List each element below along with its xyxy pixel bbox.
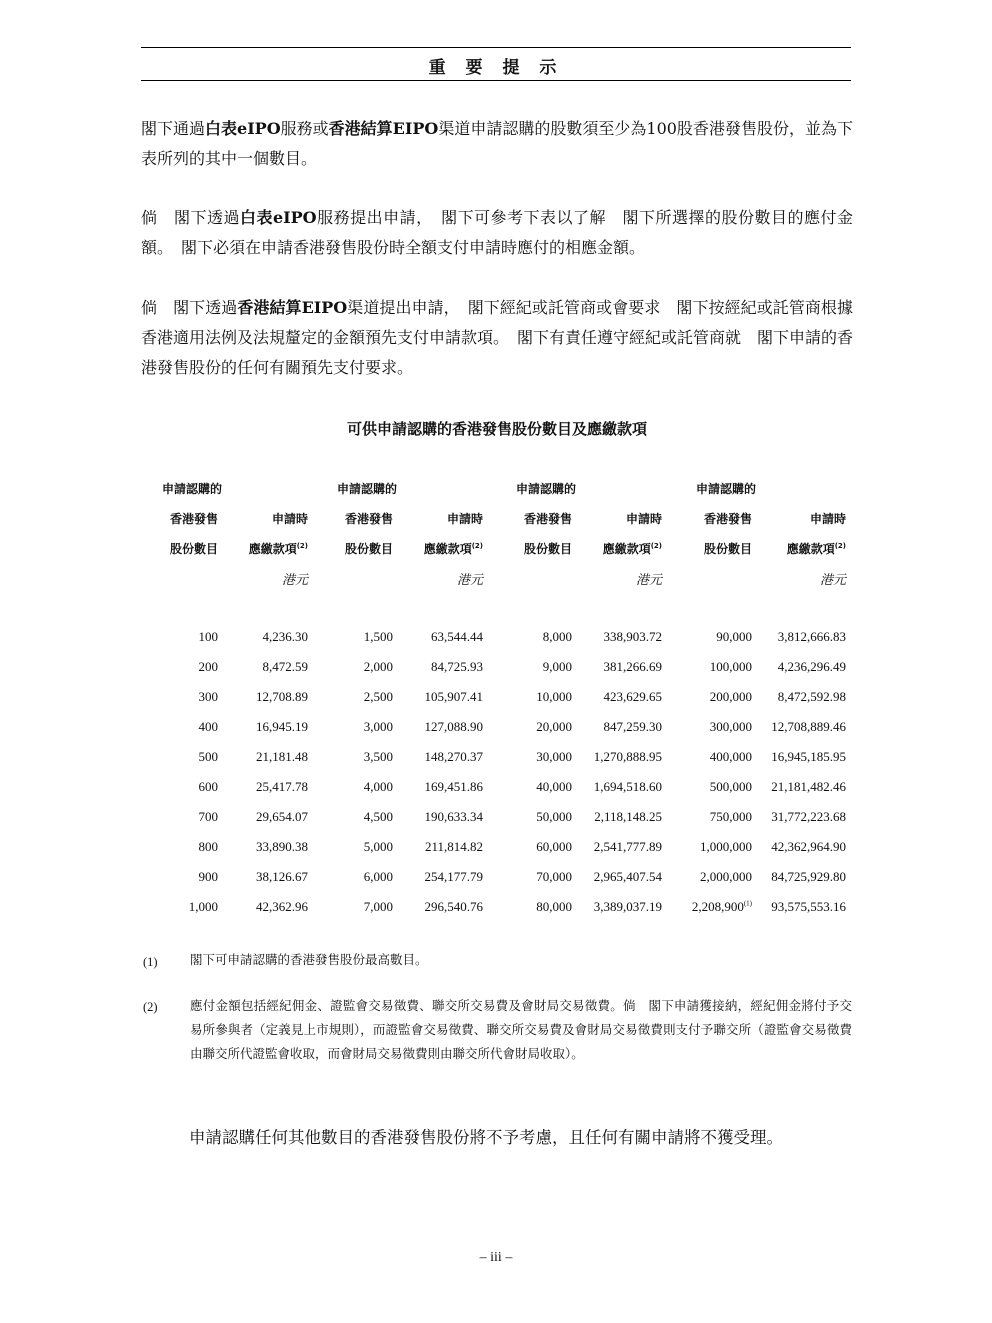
header-shares-line: 香港發售 (523, 512, 572, 526)
amount-cell: 8,472,592.98 (777, 689, 846, 704)
header-amount-line (249, 540, 308, 557)
header-amount-line: 申請時 (271, 512, 308, 526)
header-amount-line (787, 540, 846, 557)
paragraph-3 (141, 293, 853, 383)
header-amount-line (603, 540, 662, 557)
header-amount-line: 申請時 (809, 512, 846, 526)
header-amount-label: 應繳款項 (602, 542, 651, 556)
header-amount-label: 應繳款項 (423, 542, 472, 556)
header-amount-label: 應繳款項 (786, 542, 835, 556)
share-count-cell: 2,500 (363, 689, 393, 704)
share-count-cell: 20,000 (536, 719, 572, 734)
share-count-cell: 80,000 (536, 899, 572, 914)
amount-cell: 4,236,296.49 (777, 659, 846, 674)
share-count-cell: 100 (198, 629, 218, 644)
header-shares-line: 股份數目 (703, 542, 752, 556)
header-shares-line: 申請認購的 (695, 482, 756, 496)
footnote-ref: (2) (471, 542, 483, 550)
share-count-cell: 90,000 (716, 629, 752, 644)
p1-bold-hkscc: 香港結算EIPO (328, 119, 439, 138)
share-count-cell: 1,000 (188, 899, 218, 914)
share-count-cell: 1,000,000 (700, 839, 752, 854)
share-count-cell: 400 (198, 719, 218, 734)
p1-text-d: 渠道申請認購的股數須至少為100股香港發售股份，並為下表所列的其中一個數目。 (141, 119, 853, 168)
share-count-cell: 6,000 (363, 869, 393, 884)
share-count-cell (692, 899, 752, 915)
note-1-text: 閣下可申請認購的香港發售股份最高數目。 (190, 952, 428, 967)
currency-unit: 港元 (456, 573, 483, 588)
amount-cell: 423,629.65 (603, 689, 662, 704)
share-count-cell: 600 (198, 779, 218, 794)
amount-cell: 847,259.30 (603, 719, 662, 734)
p1-bold-white-form: 白表eIPO (205, 119, 281, 138)
currency-unit: 港元 (281, 573, 308, 588)
amount-cell: 105,907.41 (424, 689, 483, 704)
share-count-cell: 4,500 (363, 809, 393, 824)
header-shares-line: 申請認購的 (515, 482, 576, 496)
share-count-cell: 200,000 (709, 689, 752, 704)
amount-cell: 3,812,666.83 (777, 629, 846, 644)
note-2-text: 應付金額包括經紀佣金、證監會交易徵費、聯交所交易費及會財局交易徵費。倘 閣下申請獲接納，經紀佣金將付予交易所參與者（定義見上市規則），而證監會交易徵費、聯交所交易費及會財局交易徵費則支付予聯交所（證監會交易徵費由聯交所代證監會收取，而會財局交易徵費則由聯交所代會財局收取）。 (190, 998, 852, 1061)
amount-cell: 93,575,553.16 (771, 899, 846, 914)
amount-cell: 16,945,185.95 (771, 749, 846, 764)
amount-cell: 254,177.79 (424, 869, 483, 884)
p1-text-a: 閣下通過 (141, 119, 206, 138)
amount-cell: 38,126.67 (256, 869, 308, 884)
amount-cell: 29,654.07 (256, 809, 308, 824)
amount-cell: 2,118,148.25 (594, 809, 662, 824)
footnote-ref: (1) (743, 899, 752, 908)
header-amount-label: 應繳款項 (248, 542, 297, 556)
share-count-value: 2,208,900 (691, 899, 744, 914)
share-count-cell: 100,000 (709, 659, 752, 674)
p2-bold-white-form: 白表eIPO (239, 208, 317, 227)
share-count-cell: 900 (198, 869, 218, 884)
share-count-cell: 2,000 (363, 659, 393, 674)
share-count-cell: 30,000 (536, 749, 572, 764)
share-count-cell: 400,000 (709, 749, 752, 764)
amount-cell: 190,633.34 (424, 809, 483, 824)
share-count-cell: 40,000 (536, 779, 572, 794)
note-2-number: (2) (143, 1000, 158, 1014)
share-count-cell: 10,000 (536, 689, 572, 704)
share-count-cell: 9,000 (542, 659, 572, 674)
footnote-ref: (2) (296, 542, 308, 550)
share-count-cell: 2,000,000 (700, 869, 752, 884)
table-title: 可供申請認購的香港發售股份數目及應繳款項 (346, 420, 647, 438)
share-count-cell: 3,000 (363, 719, 393, 734)
header-amount-line: 申請時 (446, 512, 483, 526)
amount-cell: 2,965,407.54 (593, 869, 662, 884)
share-count-cell: 1,500 (363, 629, 393, 644)
currency-unit: 港元 (635, 573, 662, 588)
p3-text-a: 倘 閣下透過 (141, 298, 238, 317)
p2-text-c: 服務提出申請， 閣下可參考下表以了解 閣下所選擇的股份數目的應付金額。 閣下必須在申請香港發售股份時全額支付申請時應付的相應金額。 (141, 208, 853, 257)
share-count-cell: 50,000 (536, 809, 572, 824)
share-count-cell: 60,000 (536, 839, 572, 854)
amount-cell: 31,772,223.68 (771, 809, 846, 824)
final-statement: 申請認購任何其他數目的香港發售股份將不予考慮，且任何有關申請將不獲受理。 (189, 1128, 783, 1147)
share-count-cell: 500 (198, 749, 218, 764)
amount-cell: 3,389,037.19 (593, 899, 662, 914)
amount-cell: 381,266.69 (603, 659, 662, 674)
amount-cell: 8,472.59 (262, 659, 308, 674)
header-shares-line: 香港發售 (344, 512, 393, 526)
paragraph-1 (141, 114, 853, 174)
note-1-number: (1) (143, 955, 158, 969)
header-shares-line: 股份數目 (523, 542, 572, 556)
share-count-cell: 3,500 (363, 749, 393, 764)
header-shares-line: 申請認購的 (161, 482, 222, 496)
header-title: 重 要 提 示 (428, 58, 564, 78)
share-count-cell: 300,000 (709, 719, 752, 734)
share-count-cell: 8,000 (542, 629, 572, 644)
share-count-cell: 200 (198, 659, 218, 674)
amount-cell: 25,417.78 (256, 779, 308, 794)
share-count-cell: 4,000 (363, 779, 393, 794)
footnote-ref: (2) (834, 542, 846, 550)
header-shares-line: 香港發售 (703, 512, 752, 526)
header-amount-line (424, 540, 483, 557)
share-count-cell: 500,000 (709, 779, 752, 794)
share-count-cell: 700 (198, 809, 218, 824)
amount-cell: 4,236.30 (262, 629, 308, 644)
share-count-cell: 300 (198, 689, 218, 704)
amount-cell: 33,890.38 (256, 839, 308, 854)
header-amount-line: 申請時 (625, 512, 662, 526)
amount-cell: 21,181.48 (256, 749, 308, 764)
amount-cell: 63,544.44 (431, 629, 483, 644)
page-number: – iii – (479, 1250, 513, 1265)
share-count-cell: 750,000 (709, 809, 752, 824)
amount-cell: 84,725.93 (431, 659, 483, 674)
p1-text-c: 服務或 (280, 119, 329, 138)
amount-cell: 148,270.37 (424, 749, 483, 764)
amount-cell: 84,725,929.80 (771, 869, 846, 884)
amount-cell: 16,945.19 (256, 719, 308, 734)
amount-cell: 211,814.82 (424, 839, 483, 854)
amount-cell: 296,540.76 (424, 899, 483, 914)
share-count-cell: 7,000 (363, 899, 393, 914)
amount-cell: 1,694,518.60 (593, 779, 662, 794)
amount-cell: 1,270,888.95 (593, 749, 662, 764)
amount-cell: 338,903.72 (603, 629, 662, 644)
amount-cell: 12,708,889.46 (771, 719, 846, 734)
currency-unit: 港元 (819, 573, 846, 588)
amount-cell: 2,541,777.89 (593, 839, 662, 854)
header-shares-line: 股份數目 (169, 542, 218, 556)
amount-cell: 42,362,964.90 (771, 839, 846, 854)
share-count-cell: 5,000 (363, 839, 393, 854)
page-header (141, 47, 851, 81)
p2-text-a: 倘 閣下透過 (141, 208, 240, 227)
amount-cell: 127,088.90 (424, 719, 483, 734)
amount-cell: 42,362.96 (256, 899, 308, 914)
amount-cell: 12,708.89 (256, 689, 308, 704)
p3-bold-hkscc: 香港結算EIPO (237, 298, 348, 317)
amount-cell: 169,451.86 (424, 779, 483, 794)
share-count-cell: 800 (198, 839, 218, 854)
p3-text-c: 渠道提出申請， 閣下經紀或託管商或會要求 閣下按經紀或託管商根據香港適用法例及法規釐定的金額預先支付申請款項。 閣下有責任遵守經紀或託管商就 閣下申請的香港發售股份的任何有關預先支付要求。 (141, 298, 854, 377)
share-count-cell: 70,000 (536, 869, 572, 884)
amount-cell: 21,181,482.46 (771, 779, 846, 794)
header-shares-line: 申請認購的 (336, 482, 397, 496)
header-shares-line: 股份數目 (344, 542, 393, 556)
footnote-ref: (2) (650, 542, 662, 550)
paragraph-2 (141, 203, 853, 263)
header-shares-line: 香港發售 (169, 512, 218, 526)
